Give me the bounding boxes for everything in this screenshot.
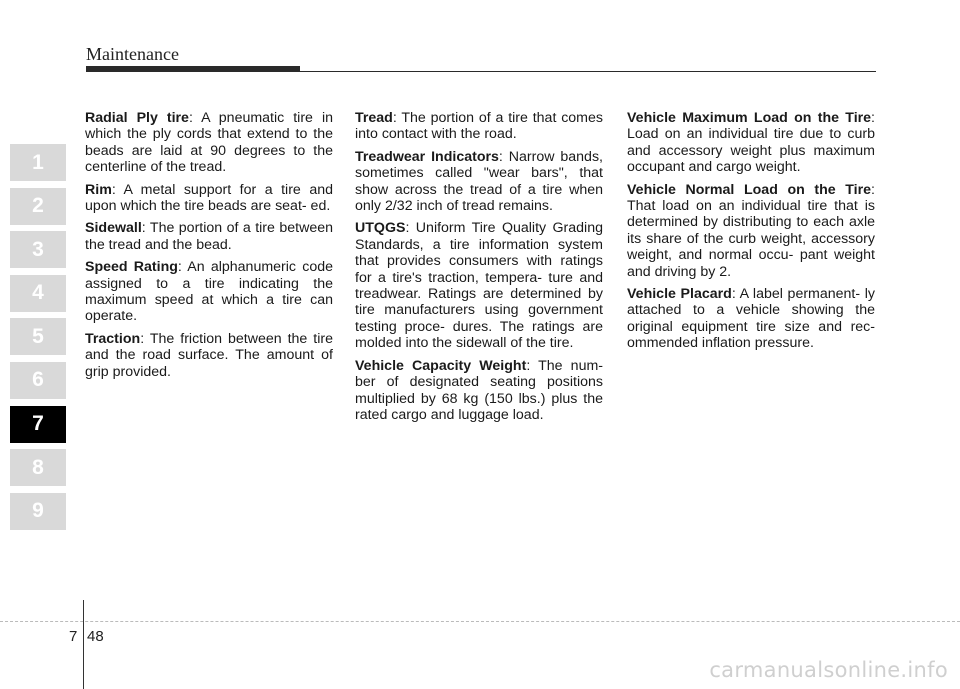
- glossary-term: Radial Ply tire: [85, 110, 189, 126]
- chapter-tabs: [10, 144, 66, 536]
- glossary-term: Traction: [85, 330, 141, 347]
- glossary-definition: : Load on an individual tire due to curb and accessory weight plus maximum occupant and cargo weight.: [627, 110, 875, 176]
- glossary-entry: [627, 110, 875, 176]
- chapter-tab-9[interactable]: 9: [10, 493, 66, 530]
- chapter-tab-4[interactable]: 4: [10, 275, 66, 312]
- glossary-term: Sidewall: [85, 220, 142, 237]
- chapter-tab-1[interactable]: 1: [10, 144, 66, 181]
- glossary-entry: [85, 220, 333, 253]
- chapter-tab-7[interactable]: 7: [10, 406, 66, 443]
- glossary-entry: [627, 182, 875, 280]
- glossary-entry: [85, 331, 333, 380]
- glossary-term: Speed Rating: [85, 259, 178, 276]
- footer-vertical-rule: [83, 600, 84, 689]
- footer-chapter-number: 7: [69, 628, 78, 645]
- footer-divider: [0, 621, 960, 622]
- glossary-definition: : That load on an individual tire that is determined by distributing to each axle its share of the curb weight, accessory weight, and normal occu- pant weight and driving by 2.: [627, 181, 875, 280]
- glossary-definition: : The friction between the tire and the road surface. The amount of grip provided.: [85, 330, 333, 380]
- glossary-definition: : A label permanent- ly attached to a vehicle showing the original equipment tire size and rec- ommended inflation pressure.: [627, 286, 875, 352]
- header-rule-thin: [86, 71, 876, 72]
- glossary-definition: : Narrow bands, sometimes called "wear bars", that show across the tread of a tire when only 2/32 inch of tread remains.: [355, 148, 603, 215]
- watermark: carmanualsonline.info: [709, 658, 948, 682]
- glossary-definition: : The num- ber of designated seating positions multiplied by 68 kg (150 lbs.) plus the rated cargo and luggage load.: [355, 357, 604, 423]
- chapter-tab-3[interactable]: 3: [10, 231, 66, 268]
- glossary-term: Tread: [355, 110, 393, 126]
- glossary-term: Vehicle Normal Load on the Tire: [627, 181, 872, 198]
- glossary-definition: : The portion of a tire between the tread and the bead.: [85, 220, 333, 253]
- glossary-entry: [355, 358, 603, 424]
- glossary-term: Treadwear Indicators: [355, 148, 499, 165]
- chapter-tab-8[interactable]: 8: [10, 449, 66, 486]
- text-column-3: [627, 110, 875, 358]
- glossary-definition: : Uniform Tire Quality Grading Standards, a tire information system that provides consumers with ratings for a tire's traction, tempera- ture and treadwear. Ratings are determined by tire manufacturers using government testing proce- dures. The ratings are molded into the sidewall of the tire.: [355, 220, 603, 352]
- glossary-entry: [355, 220, 603, 351]
- glossary-definition: : A metal support for a tire and upon which the tire beads are seat- ed.: [85, 181, 333, 215]
- glossary-definition: : A pneumatic tire in which the ply cords that extend to the beads are laid at 90 degrees to the centerline of the tread.: [85, 110, 333, 176]
- glossary-entry: [85, 259, 333, 325]
- glossary-entry: [85, 110, 333, 176]
- chapter-tab-6[interactable]: 6: [10, 362, 66, 399]
- chapter-tab-2[interactable]: 2: [10, 188, 66, 225]
- glossary-definition: : The portion of a tire that comes into contact with the road.: [355, 110, 603, 143]
- glossary-term: Vehicle Maximum Load on the Tire: [627, 110, 872, 126]
- glossary-term: UTQGS: [355, 220, 406, 237]
- glossary-definition: : An alphanumeric code assigned to a tire indicating the maximum speed at which a tire can operate.: [85, 259, 333, 325]
- glossary-entry: [627, 286, 875, 352]
- glossary-entry: [355, 149, 603, 215]
- text-column-1: [85, 110, 333, 386]
- page-title: Maintenance: [86, 44, 179, 64]
- glossary-entry: [85, 182, 333, 215]
- glossary-entry: [355, 110, 603, 143]
- footer-page-number: 48: [87, 628, 104, 645]
- glossary-term: Vehicle Capacity Weight: [355, 357, 527, 374]
- glossary-term: Vehicle Placard: [627, 286, 732, 303]
- glossary-term: Rim: [85, 181, 112, 198]
- text-column-2: [355, 110, 603, 429]
- chapter-tab-5[interactable]: 5: [10, 318, 66, 355]
